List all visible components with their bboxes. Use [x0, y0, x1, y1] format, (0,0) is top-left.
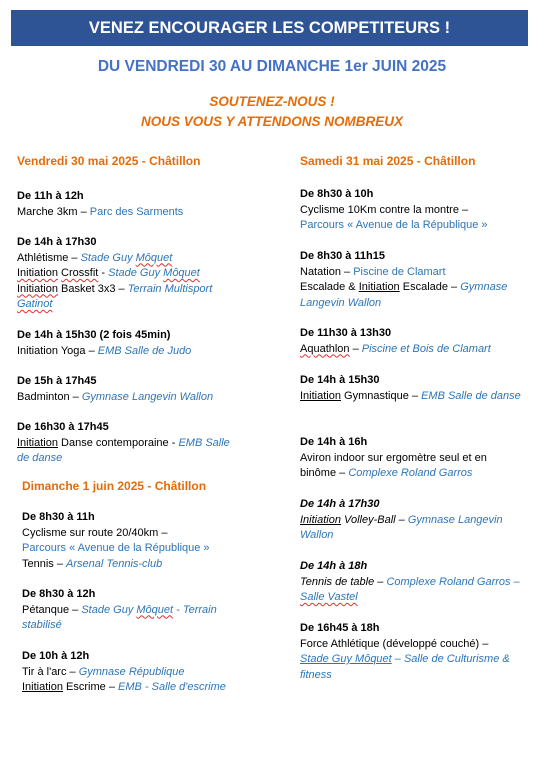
activity-line: Cyclisme 10Km contre la montre –	[300, 203, 469, 216]
schedule-slot	[300, 621, 535, 683]
location-text: Parc des Sarments	[89, 205, 184, 218]
activity-line: Force Athlétique (développé couché) –	[300, 637, 489, 650]
activity-line: Initiation Danse contemporaine - EMB Salle de danse	[17, 436, 230, 464]
day-heading-saturday: Samedi 31 mai 2025 - Châtillon	[300, 154, 476, 168]
activity-line: Aquathlon – Piscine et Bois de Clamart	[300, 342, 491, 355]
location-text: EMB - Salle d'escrime	[118, 681, 226, 693]
date-range-subtitle: DU VENDREDI 30 AU DIMANCHE 1er JUIN 2025	[97, 58, 447, 75]
schedule-slot	[17, 374, 257, 405]
activity-line: Initiation Crossfit - Stade Guy Môquet	[17, 267, 200, 279]
location-text: EMB Salle de danse	[17, 436, 230, 464]
location-text: Piscine de Clamart	[353, 265, 446, 278]
location-text: Gymnase Langevin Wallon	[300, 513, 503, 541]
activity-line: Initiation Gymnastique – EMB Salle de danse	[300, 389, 521, 402]
location-text: Stade Guy Môquet - Terrain stabilisé	[22, 603, 217, 631]
title-banner	[11, 10, 528, 46]
location-text: Piscine et Bois de Clamart	[361, 342, 491, 355]
location-text: Stade Guy Môquet – Salle de Culturisme & fitness	[300, 653, 510, 681]
schedule-slot	[300, 559, 525, 606]
activity-line: Tir à l'arc – Gymnase République	[22, 665, 185, 678]
schedule-slot	[22, 649, 262, 696]
slot-time: De 11h30 à 13h30	[300, 327, 392, 339]
location-text: Stade Guy Môquet	[80, 251, 173, 264]
tagline-welcome: NOUS VOUS Y ATTENDONS NOMBREUX	[140, 114, 404, 129]
activity-line: Initiation Basket 3x3 – Terrain Multisport Gatinot	[17, 282, 213, 310]
schedule-slot	[17, 189, 257, 220]
slot-time: De 10h à 12h	[22, 650, 90, 662]
location-text: EMB Salle de Judo	[97, 344, 192, 357]
day-heading-friday: Vendredi 30 mai 2025 - Châtillon	[17, 154, 201, 168]
activity-line: Tennis de table – Complexe Roland Garros – Salle Vastel	[300, 575, 520, 603]
location-text: Complexe Roland Garros	[348, 467, 473, 479]
schedule-slot	[17, 235, 257, 313]
schedule-slot	[17, 328, 257, 359]
activity-line: Athlétisme – Stade Guy Môquet	[17, 251, 173, 264]
activity-line: Natation – Piscine de Clamart	[300, 265, 446, 278]
activity-line: Initiation Volley-Ball – Gymnase Langevin Wallon	[300, 513, 503, 541]
activity-line: Aviron indoor sur ergomètre seul et en binôme – Complexe Roland Garros	[300, 451, 487, 479]
activity-line: Escalade & Initiation Escalade – Gymnase Langevin Wallon	[300, 281, 508, 309]
slot-time: De 16h45 à 18h	[300, 622, 380, 634]
location-text: Parcours « Avenue de la République »	[22, 542, 210, 554]
activity-line: Marche 3km – Parc des Sarments	[17, 205, 184, 218]
location-text: Gymnase Langevin Wallon	[81, 390, 214, 403]
schedule-slot	[300, 187, 535, 234]
schedule-slot	[300, 497, 525, 544]
day-heading-sunday: Dimanche 1 juin 2025 - Châtillon	[22, 479, 207, 493]
slot-time: De 14h à 15h30 (2 fois 45min)	[17, 329, 171, 341]
slot-time: De 8h30 à 11h	[22, 511, 95, 523]
location-text: Terrain Multisport Gatinot	[17, 282, 213, 310]
schedule-slot	[300, 373, 525, 404]
schedule-slot	[300, 249, 535, 311]
banner-text: VENEZ ENCOURAGER LES COMPETITEURS !	[88, 18, 451, 37]
slot-time: De 14h à 17h30	[300, 498, 380, 510]
slot-time: De 14h à 15h30	[300, 374, 380, 386]
location-text: Gymnase République	[78, 665, 185, 678]
activity-line: Pétanque – Stade Guy Môquet - Terrain stabilisé	[22, 603, 217, 631]
activity-line: Initiation Escrime – EMB - Salle d'escrime	[22, 681, 226, 693]
location-text: Gymnase Langevin Wallon	[300, 281, 508, 309]
slot-time: De 11h à 12h	[17, 190, 84, 202]
location-text: Stade Guy Môquet	[108, 267, 200, 279]
tagline-support: SOUTENEZ-NOUS !	[209, 94, 335, 109]
slot-time: De 14h à 16h	[300, 436, 368, 448]
activity-line: Cyclisme sur route 20/40km –	[22, 526, 168, 539]
location-text: EMB Salle de danse	[421, 389, 521, 402]
location-text: Parcours « Avenue de la République »	[300, 219, 488, 231]
slot-time: De 8h30 à 12h	[22, 588, 96, 600]
schedule-slot	[17, 420, 232, 467]
location-text: Arsenal Tennis-club	[66, 557, 163, 570]
activity-line: Tennis – Arsenal Tennis-club	[22, 557, 163, 570]
schedule-slot	[300, 435, 522, 482]
schedule-slot	[22, 510, 262, 572]
slot-time: De 8h30 à 10h	[300, 188, 374, 200]
location-text: Complexe Roland Garros – Salle Vastel	[300, 575, 520, 603]
schedule-slot	[300, 326, 535, 357]
schedule-slot	[22, 587, 242, 634]
slot-time: De 14h à 18h	[300, 560, 368, 572]
slot-time: De 15h à 17h45	[17, 375, 97, 387]
slot-time: De 16h30 à 17h45	[17, 421, 109, 433]
activity-line: Initiation Yoga – EMB Salle de Judo	[17, 344, 192, 357]
slot-time: De 8h30 à 11h15	[300, 250, 386, 262]
activity-line: Badminton – Gymnase Langevin Wallon	[17, 390, 214, 403]
slot-time: De 14h à 17h30	[17, 236, 97, 248]
